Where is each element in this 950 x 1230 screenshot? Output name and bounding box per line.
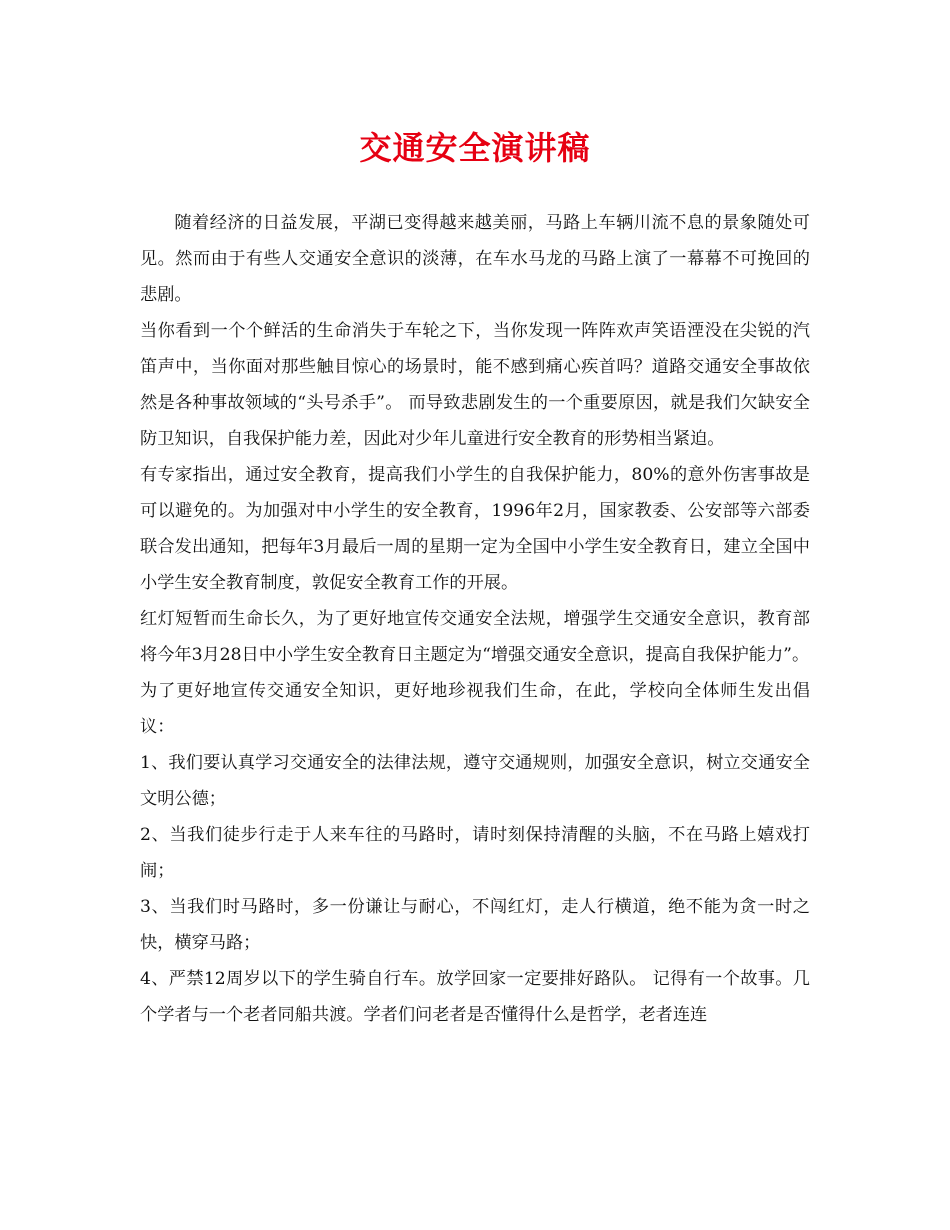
paragraph-theme: 红灯短暂而生命长久，为了更好地宣传交通安全法规，增强学生交通安全意识，教育部将今年3月28日中小学生安全教育日主题定为“增强交通安全意识，提高自我保护能力”。 — [140, 609, 810, 665]
document-body — [140, 205, 810, 1033]
list-item-4: 4、严禁12周岁以下的学生骑自行车。放学回家一定要排好路队。 记得有一个故事。几个学者与一个老者同船共渡。学者们问老者是否懂得什么是哲学，老者连连 — [140, 969, 810, 1025]
list-item-1: 1、我们要认真学习交通安全的法律法规，遵守交通规则，加强安全意识，树立交通安全文明公德； — [140, 753, 810, 809]
paragraph-proposal: 为了更好地宣传交通安全知识，更好地珍视我们生命，在此，学校向全体师生发出倡议： — [140, 681, 810, 737]
list-item-2: 2、当我们徒步行走于人来车往的马路时，请时刻保持清醒的头脑，不在马路上嬉戏打闹； — [140, 825, 810, 881]
list-item-3: 3、当我们时马路时，多一份谦让与耐心，不闯红灯，走人行横道，绝不能为贪一时之快，横穿马路； — [140, 897, 810, 953]
paragraph-expert: 有专家指出，通过安全教育，提高我们小学生的自我保护能力，80%的意外伤害事故是可以避免的。为加强对中小学生的安全教育，1996年2月，国家教委、公安部等六部委联合发出通知，把每年3月最后一周的星期一定为全国中小学生安全教育日，建立全国中小学生安全教育制度，敦促安全教育工作的开展。 — [140, 465, 810, 593]
document-title: 交通安全演讲稿 — [359, 129, 591, 167]
paragraph-tragedy: 当你看到一个个鲜活的生命消失于车轮之下，当你发现一阵阵欢声笑语湮没在尖锐的汽笛声中，当你面对那些触目惊心的场景时，能不感到痛心疾首吗？道路交通安全事故依然是各种事故领域的“头号杀手”。 而导致悲剧发生的一个重要原因，就是我们欠缺安全防卫知识，自我保护能力差，因此对少年儿童进行安全教育的形势相当紧迫。 — [140, 321, 810, 449]
paragraph-intro: 随着经济的日益发展，平湖已变得越来越美丽，马路上车辆川流不息的景象随处可见。然而由于有些人交通安全意识的淡薄，在车水马龙的马路上演了一幕幕不可挽回的悲剧。 — [140, 213, 810, 305]
